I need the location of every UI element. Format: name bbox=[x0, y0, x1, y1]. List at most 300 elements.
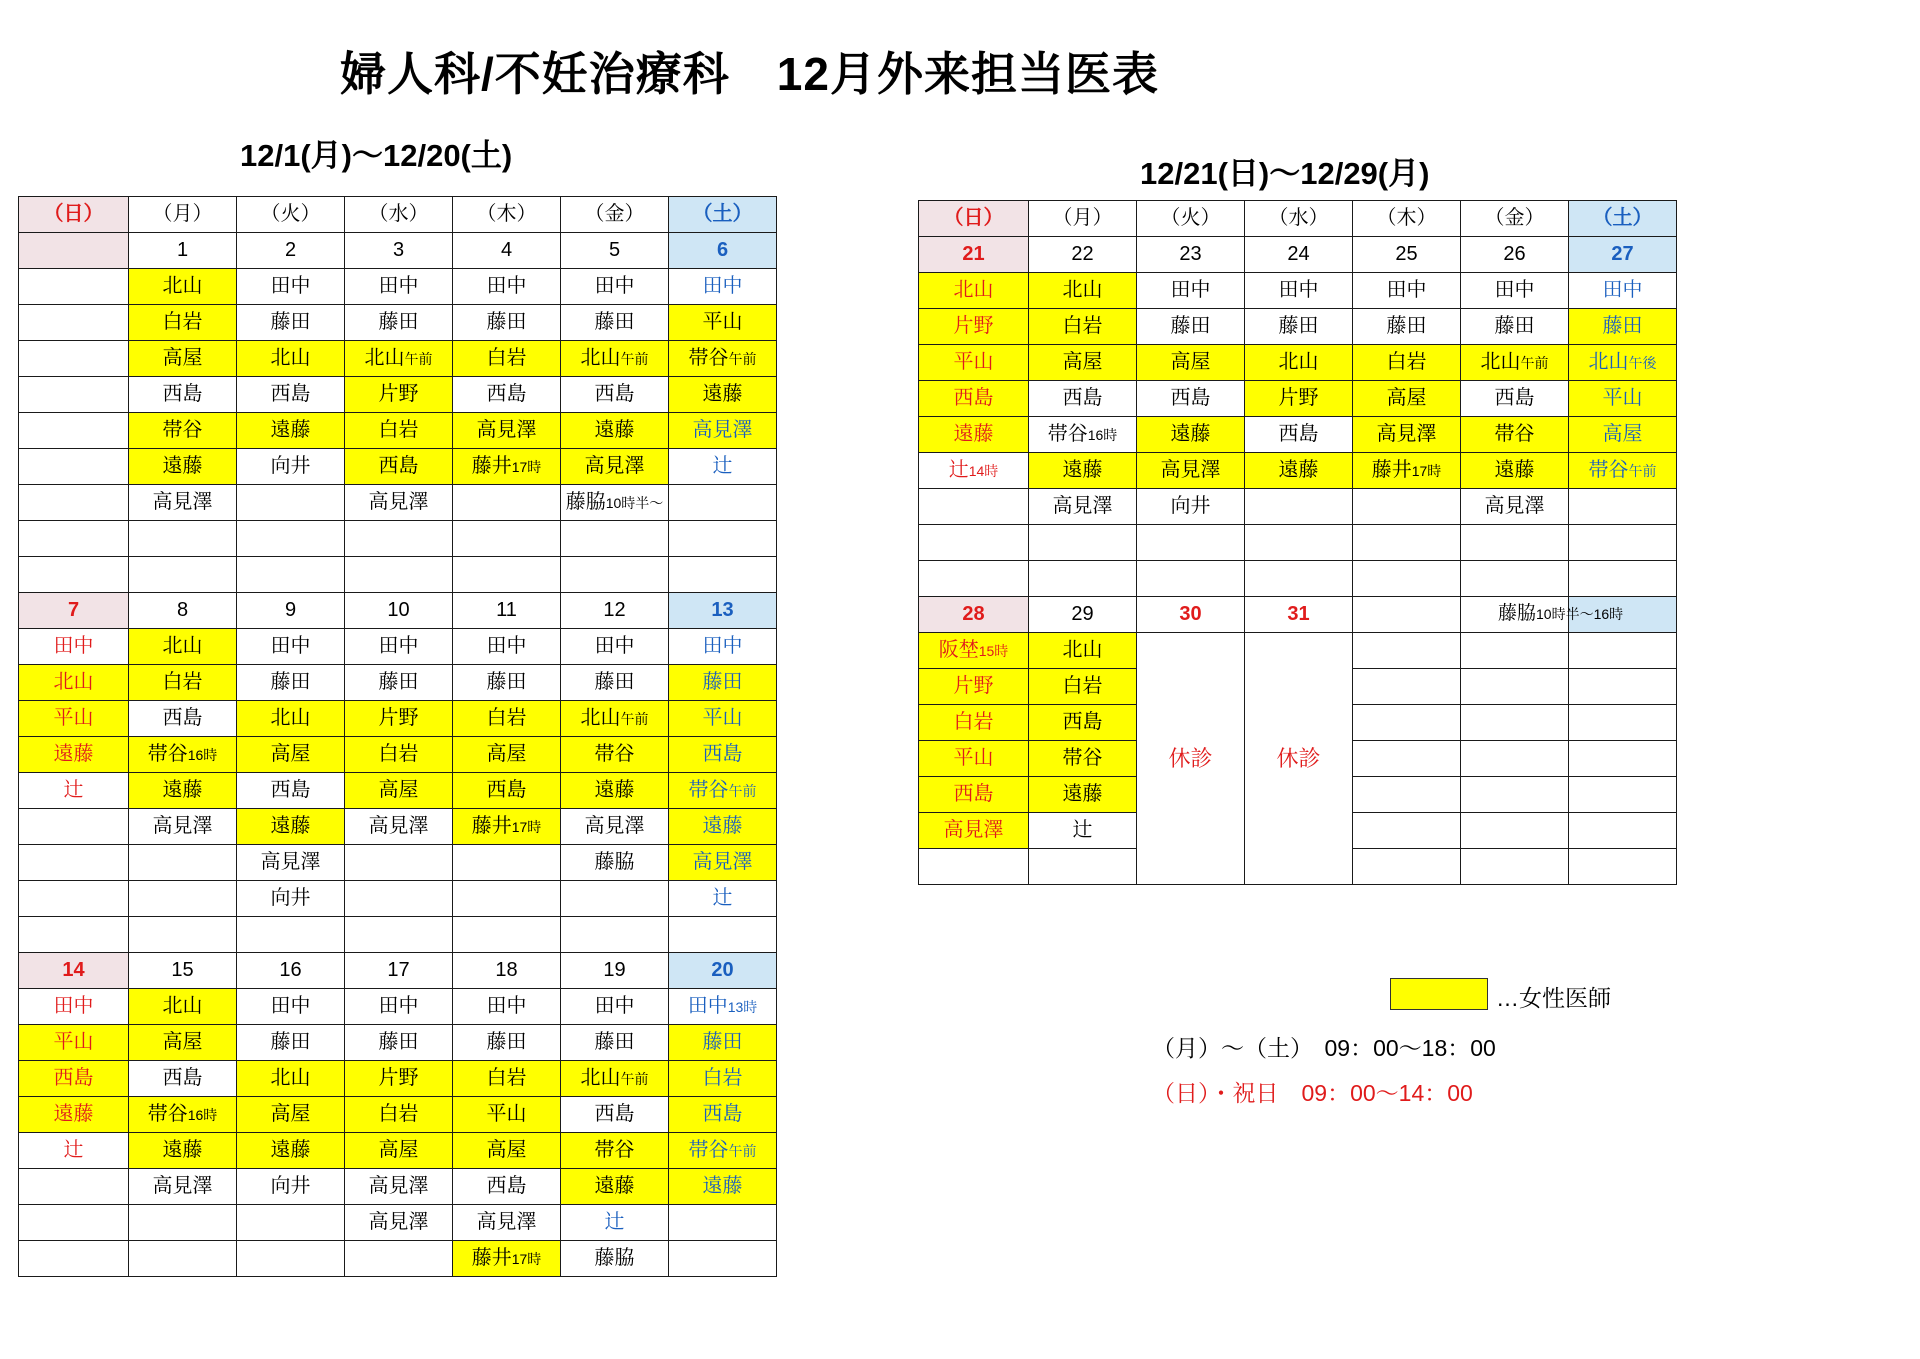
doctor-cell bbox=[1569, 777, 1677, 813]
doctor-cell: 高見澤 bbox=[919, 813, 1029, 849]
date-cell: 27 bbox=[1569, 237, 1677, 273]
doctor-cell: 西島 bbox=[19, 1061, 129, 1097]
doctor-cell: 片野 bbox=[1245, 381, 1353, 417]
doctor-cell: 藤脇 bbox=[561, 1241, 669, 1277]
doctor-cell: 白岩 bbox=[129, 305, 237, 341]
doctor-cell: 西島 bbox=[237, 377, 345, 413]
doctor-cell: 藤田 bbox=[237, 305, 345, 341]
doctor-cell bbox=[669, 521, 777, 557]
date-cell: 29 bbox=[1029, 597, 1137, 633]
doctor-cell: 高見澤 bbox=[129, 809, 237, 845]
doctor-cell: 田中 bbox=[237, 269, 345, 305]
doctor-cell bbox=[19, 485, 129, 521]
doctor-cell: 向井 bbox=[237, 449, 345, 485]
date-cell: 3 bbox=[345, 233, 453, 269]
doctor-cell bbox=[1461, 741, 1569, 777]
doctor-cell: 遠藤 bbox=[19, 1097, 129, 1133]
table-spacer bbox=[1353, 561, 1461, 597]
doctor-cell bbox=[1569, 669, 1677, 705]
date-cell: 1 bbox=[129, 233, 237, 269]
doctor-cell bbox=[1353, 633, 1461, 669]
doctor-cell: 西島 bbox=[453, 377, 561, 413]
doctor-cell: 藤田 bbox=[1353, 309, 1461, 345]
weekday-header: （水） bbox=[1245, 201, 1353, 237]
left-calendar-table bbox=[18, 196, 777, 1277]
doctor-cell: 藤井17時 bbox=[453, 449, 561, 485]
date-cell: 10 bbox=[345, 593, 453, 629]
doctor-cell bbox=[1353, 669, 1461, 705]
doctor-cell: 白岩 bbox=[1029, 309, 1137, 345]
table-spacer bbox=[1245, 561, 1353, 597]
doctor-cell: 遠藤 bbox=[1245, 453, 1353, 489]
doctor-cell: 田中 bbox=[561, 629, 669, 665]
fujiwaki-hours-note: 藤脇10時半〜16時 bbox=[1498, 603, 1624, 624]
closed-cell: 休診 bbox=[1245, 633, 1353, 885]
doctor-cell: 田中 bbox=[1137, 273, 1245, 309]
doctor-cell: 高見澤 bbox=[561, 449, 669, 485]
doctor-cell: 藤田 bbox=[1569, 309, 1677, 345]
doctor-cell bbox=[129, 1205, 237, 1241]
doctor-cell: 遠藤 bbox=[669, 1169, 777, 1205]
doctor-cell: 藤脇10時半〜 bbox=[561, 485, 669, 521]
weekday-header: （土） bbox=[1569, 201, 1677, 237]
doctor-cell bbox=[669, 1205, 777, 1241]
doctor-cell: 帯谷 bbox=[129, 413, 237, 449]
doctor-cell: 帯谷 bbox=[561, 737, 669, 773]
weekday-header: （土） bbox=[669, 197, 777, 233]
doctor-cell: 藤田 bbox=[1245, 309, 1353, 345]
table-spacer bbox=[345, 557, 453, 593]
doctor-cell: 高屋 bbox=[453, 737, 561, 773]
doctor-cell: 高見澤 bbox=[561, 809, 669, 845]
doctor-cell: 西島 bbox=[561, 1097, 669, 1133]
doctor-cell bbox=[345, 845, 453, 881]
doctor-cell: 遠藤 bbox=[919, 417, 1029, 453]
doctor-cell: 平山 bbox=[19, 1025, 129, 1061]
doctor-cell: 白岩 bbox=[129, 665, 237, 701]
doctor-cell bbox=[453, 485, 561, 521]
doctor-cell bbox=[129, 521, 237, 557]
doctor-cell bbox=[919, 849, 1029, 885]
doctor-cell: 白岩 bbox=[453, 341, 561, 377]
doctor-cell: 西島 bbox=[669, 737, 777, 773]
doctor-cell: 高屋 bbox=[129, 341, 237, 377]
table-spacer bbox=[129, 917, 237, 953]
doctor-cell: 高見澤 bbox=[345, 809, 453, 845]
doctor-cell bbox=[1569, 525, 1677, 561]
doctor-cell: 西島 bbox=[561, 377, 669, 413]
date-cell: 2 bbox=[237, 233, 345, 269]
doctor-cell: 田中 bbox=[453, 629, 561, 665]
doctor-cell: 遠藤 bbox=[129, 1133, 237, 1169]
left-date-range: 12/1(月)〜12/20(土) bbox=[240, 138, 513, 173]
doctor-cell: 高屋 bbox=[237, 737, 345, 773]
doctor-cell bbox=[129, 881, 237, 917]
doctor-cell: 遠藤 bbox=[129, 773, 237, 809]
doctor-cell bbox=[19, 1241, 129, 1277]
doctor-cell: 向井 bbox=[1137, 489, 1245, 525]
doctor-cell: 西島 bbox=[129, 701, 237, 737]
doctor-cell bbox=[19, 449, 129, 485]
doctor-cell: 遠藤 bbox=[237, 1133, 345, 1169]
date-cell bbox=[1353, 597, 1461, 633]
doctor-cell: 高見澤 bbox=[1029, 489, 1137, 525]
doctor-cell: 遠藤 bbox=[561, 1169, 669, 1205]
doctor-cell: 帯谷 bbox=[561, 1133, 669, 1169]
doctor-cell bbox=[1029, 525, 1137, 561]
doctor-cell: 白岩 bbox=[453, 1061, 561, 1097]
table-spacer bbox=[1569, 561, 1677, 597]
legend-color-swatch bbox=[1390, 978, 1488, 1010]
doctor-cell: 高屋 bbox=[129, 1025, 237, 1061]
table-spacer bbox=[19, 917, 129, 953]
page-title: 婦人科/不妊治療科 12月外来担当医表 bbox=[340, 48, 1159, 100]
doctor-cell: 辻 bbox=[669, 881, 777, 917]
doctor-cell bbox=[1353, 489, 1461, 525]
doctor-cell: 藤田 bbox=[669, 665, 777, 701]
date-cell: 14 bbox=[19, 953, 129, 989]
table-spacer bbox=[919, 561, 1029, 597]
doctor-cell: 白岩 bbox=[453, 701, 561, 737]
date-cell: 17 bbox=[345, 953, 453, 989]
doctor-cell: 北山 bbox=[237, 1061, 345, 1097]
doctor-cell bbox=[1569, 633, 1677, 669]
table-spacer bbox=[345, 917, 453, 953]
doctor-cell: 帯谷 bbox=[1461, 417, 1569, 453]
doctor-cell bbox=[237, 485, 345, 521]
weekday-header: （木） bbox=[453, 197, 561, 233]
doctor-cell: 白岩 bbox=[345, 413, 453, 449]
date-cell: 5 bbox=[561, 233, 669, 269]
doctor-cell: 遠藤 bbox=[1029, 777, 1137, 813]
doctor-cell: 田中 bbox=[1569, 273, 1677, 309]
doctor-cell bbox=[669, 485, 777, 521]
doctor-cell bbox=[1245, 489, 1353, 525]
doctor-cell bbox=[19, 305, 129, 341]
doctor-cell bbox=[1461, 813, 1569, 849]
doctor-cell bbox=[1353, 525, 1461, 561]
doctor-cell: 藤田 bbox=[237, 1025, 345, 1061]
table-spacer bbox=[561, 557, 669, 593]
date-cell: 4 bbox=[453, 233, 561, 269]
table-spacer bbox=[129, 557, 237, 593]
doctor-cell: 片野 bbox=[345, 377, 453, 413]
doctor-cell bbox=[453, 881, 561, 917]
doctor-cell: 片野 bbox=[345, 1061, 453, 1097]
doctor-cell: 高屋 bbox=[1137, 345, 1245, 381]
doctor-cell: 遠藤 bbox=[561, 413, 669, 449]
table-spacer bbox=[1461, 561, 1569, 597]
doctor-cell: 白岩 bbox=[1353, 345, 1461, 381]
doctor-cell: 北山 bbox=[129, 269, 237, 305]
doctor-cell: 遠藤 bbox=[669, 377, 777, 413]
doctor-cell bbox=[19, 809, 129, 845]
doctor-cell: 帯谷午前 bbox=[1569, 453, 1677, 489]
doctor-cell: 白岩 bbox=[669, 1061, 777, 1097]
doctor-cell: 田中 bbox=[561, 269, 669, 305]
doctor-cell: 西島 bbox=[669, 1097, 777, 1133]
table-spacer bbox=[19, 557, 129, 593]
doctor-cell: 北山 bbox=[237, 701, 345, 737]
doctor-cell: 白岩 bbox=[1029, 669, 1137, 705]
date-cell: 26 bbox=[1461, 237, 1569, 273]
table-spacer bbox=[1137, 561, 1245, 597]
date-cell: 9 bbox=[237, 593, 345, 629]
doctor-cell bbox=[919, 489, 1029, 525]
date-cell: 6 bbox=[669, 233, 777, 269]
doctor-cell: 平山 bbox=[453, 1097, 561, 1133]
date-cell: 31 bbox=[1245, 597, 1353, 633]
doctor-cell bbox=[561, 881, 669, 917]
doctor-cell: 藤田 bbox=[453, 305, 561, 341]
table-spacer bbox=[237, 917, 345, 953]
doctor-cell: 北山 bbox=[129, 629, 237, 665]
weekday-header: （月） bbox=[129, 197, 237, 233]
doctor-cell bbox=[1461, 633, 1569, 669]
doctor-cell bbox=[19, 341, 129, 377]
doctor-cell bbox=[453, 845, 561, 881]
doctor-cell bbox=[669, 1241, 777, 1277]
doctor-cell: 田中 bbox=[453, 989, 561, 1025]
doctor-cell bbox=[919, 525, 1029, 561]
doctor-cell: 高見澤 bbox=[237, 845, 345, 881]
date-cell: 15 bbox=[129, 953, 237, 989]
doctor-cell: 向井 bbox=[237, 881, 345, 917]
doctor-cell: 西島 bbox=[1029, 381, 1137, 417]
doctor-cell: 西島 bbox=[453, 773, 561, 809]
doctor-cell: 帯谷午前 bbox=[669, 341, 777, 377]
doctor-cell bbox=[1569, 705, 1677, 741]
doctor-cell: 田中 bbox=[561, 989, 669, 1025]
legend-sunday-hours: （日）・祝日 09：00〜14：00 bbox=[1152, 1080, 1473, 1106]
doctor-cell bbox=[129, 1241, 237, 1277]
doctor-cell: 遠藤 bbox=[561, 773, 669, 809]
doctor-cell: 片野 bbox=[919, 669, 1029, 705]
doctor-cell: 西島 bbox=[345, 449, 453, 485]
doctor-cell: 高屋 bbox=[345, 1133, 453, 1169]
doctor-cell: 藤田 bbox=[561, 665, 669, 701]
doctor-cell: 向井 bbox=[237, 1169, 345, 1205]
doctor-cell bbox=[1461, 525, 1569, 561]
doctor-cell: 藤脇 bbox=[561, 845, 669, 881]
doctor-cell: 田中 bbox=[1353, 273, 1461, 309]
doctor-cell: 白岩 bbox=[345, 737, 453, 773]
weekday-header: （月） bbox=[1029, 201, 1137, 237]
date-cell: 19 bbox=[561, 953, 669, 989]
doctor-cell: 北山 bbox=[1029, 273, 1137, 309]
doctor-cell bbox=[345, 521, 453, 557]
closed-cell: 休診 bbox=[1137, 633, 1245, 885]
doctor-cell: 藤田 bbox=[237, 665, 345, 701]
doctor-cell: 西島 bbox=[1461, 381, 1569, 417]
doctor-cell bbox=[345, 1241, 453, 1277]
doctor-cell: 高見澤 bbox=[669, 413, 777, 449]
doctor-cell: 西島 bbox=[1029, 705, 1137, 741]
doctor-cell: 藤田 bbox=[453, 665, 561, 701]
date-cell: 21 bbox=[919, 237, 1029, 273]
doctor-cell: 田中 bbox=[1245, 273, 1353, 309]
doctor-cell: 田中13時 bbox=[669, 989, 777, 1025]
weekday-header: （水） bbox=[345, 197, 453, 233]
doctor-cell bbox=[1461, 705, 1569, 741]
doctor-cell: 田中 bbox=[453, 269, 561, 305]
doctor-cell bbox=[237, 521, 345, 557]
date-cell bbox=[19, 233, 129, 269]
doctor-cell: 北山 bbox=[919, 273, 1029, 309]
weekday-header: （火） bbox=[1137, 201, 1245, 237]
doctor-cell: 西島 bbox=[129, 1061, 237, 1097]
date-cell: 13 bbox=[669, 593, 777, 629]
doctor-cell: 田中 bbox=[345, 989, 453, 1025]
doctor-cell: 田中 bbox=[237, 989, 345, 1025]
doctor-cell: 田中 bbox=[1461, 273, 1569, 309]
doctor-cell: 辻 bbox=[19, 773, 129, 809]
table-spacer bbox=[453, 917, 561, 953]
doctor-cell: 高見澤 bbox=[345, 485, 453, 521]
date-cell: 28 bbox=[919, 597, 1029, 633]
doctor-cell: 北山午前 bbox=[561, 701, 669, 737]
doctor-cell bbox=[129, 845, 237, 881]
weekday-header: （日） bbox=[919, 201, 1029, 237]
doctor-cell bbox=[1353, 849, 1461, 885]
weekday-header: （火） bbox=[237, 197, 345, 233]
doctor-cell: 藤田 bbox=[345, 1025, 453, 1061]
doctor-cell bbox=[237, 1241, 345, 1277]
weekday-header: （木） bbox=[1353, 201, 1461, 237]
table-spacer bbox=[453, 557, 561, 593]
date-cell: 24 bbox=[1245, 237, 1353, 273]
date-cell: 18 bbox=[453, 953, 561, 989]
doctor-cell: 平山 bbox=[669, 701, 777, 737]
table-spacer bbox=[237, 557, 345, 593]
doctor-cell: 高屋 bbox=[345, 773, 453, 809]
doctor-cell: 西島 bbox=[1137, 381, 1245, 417]
doctor-cell: 高見澤 bbox=[453, 1205, 561, 1241]
doctor-cell: 北山午前 bbox=[561, 1061, 669, 1097]
date-cell: 8 bbox=[129, 593, 237, 629]
doctor-cell: 北山 bbox=[237, 341, 345, 377]
doctor-cell bbox=[19, 1169, 129, 1205]
doctor-cell bbox=[1245, 525, 1353, 561]
doctor-cell bbox=[345, 881, 453, 917]
doctor-cell: 辻 bbox=[669, 449, 777, 485]
date-cell: 23 bbox=[1137, 237, 1245, 273]
doctor-cell: 西島 bbox=[237, 773, 345, 809]
doctor-cell: 田中 bbox=[19, 989, 129, 1025]
doctor-cell: 辻 bbox=[561, 1205, 669, 1241]
doctor-cell: 平山 bbox=[919, 741, 1029, 777]
doctor-cell bbox=[1461, 669, 1569, 705]
doctor-cell: 高屋 bbox=[453, 1133, 561, 1169]
doctor-cell bbox=[1569, 741, 1677, 777]
doctor-cell: 高屋 bbox=[1569, 417, 1677, 453]
doctor-cell: 西島 bbox=[129, 377, 237, 413]
doctor-cell: 平山 bbox=[19, 701, 129, 737]
legend-weekday-hours: （月）〜（土） 09：00〜18：00 bbox=[1152, 1035, 1496, 1061]
doctor-cell: 高屋 bbox=[1029, 345, 1137, 381]
doctor-cell: 田中 bbox=[345, 629, 453, 665]
doctor-cell: 遠藤 bbox=[237, 413, 345, 449]
doctor-cell bbox=[1029, 849, 1137, 885]
doctor-cell: 田中 bbox=[669, 629, 777, 665]
doctor-cell bbox=[1353, 813, 1461, 849]
doctor-cell: 田中 bbox=[669, 269, 777, 305]
doctor-cell: 西島 bbox=[919, 381, 1029, 417]
doctor-cell bbox=[561, 521, 669, 557]
doctor-cell bbox=[1353, 777, 1461, 813]
doctor-cell bbox=[453, 521, 561, 557]
doctor-cell bbox=[1569, 489, 1677, 525]
doctor-cell: 高見澤 bbox=[1137, 453, 1245, 489]
date-cell: 25 bbox=[1353, 237, 1461, 273]
date-cell: 30 bbox=[1137, 597, 1245, 633]
doctor-cell: 高屋 bbox=[1353, 381, 1461, 417]
doctor-cell: 藤田 bbox=[669, 1025, 777, 1061]
doctor-cell: 西島 bbox=[1245, 417, 1353, 453]
date-cell: 11 bbox=[453, 593, 561, 629]
doctor-cell: 藤田 bbox=[1137, 309, 1245, 345]
doctor-cell: 遠藤 bbox=[1137, 417, 1245, 453]
doctor-cell: 西島 bbox=[453, 1169, 561, 1205]
doctor-cell: 藤井17時 bbox=[453, 1241, 561, 1277]
doctor-cell: 帯谷午前 bbox=[669, 1133, 777, 1169]
doctor-cell: 西島 bbox=[919, 777, 1029, 813]
doctor-cell: 高見澤 bbox=[129, 485, 237, 521]
doctor-cell bbox=[1353, 705, 1461, 741]
doctor-cell: 片野 bbox=[919, 309, 1029, 345]
doctor-cell: 片野 bbox=[345, 701, 453, 737]
doctor-cell: 北山 bbox=[129, 989, 237, 1025]
doctor-cell: 藤田 bbox=[345, 305, 453, 341]
right-date-range: 12/21(日)〜12/29(月) bbox=[1140, 156, 1430, 191]
doctor-cell: 遠藤 bbox=[237, 809, 345, 845]
doctor-cell: 帯谷16時 bbox=[1029, 417, 1137, 453]
doctor-cell: 遠藤 bbox=[1029, 453, 1137, 489]
right-calendar-table bbox=[918, 200, 1677, 885]
doctor-cell: 藤田 bbox=[561, 305, 669, 341]
date-cell: 22 bbox=[1029, 237, 1137, 273]
doctor-cell: 高見澤 bbox=[345, 1169, 453, 1205]
doctor-cell: 田中 bbox=[345, 269, 453, 305]
doctor-cell bbox=[19, 413, 129, 449]
doctor-cell bbox=[237, 1205, 345, 1241]
date-cell: 7 bbox=[19, 593, 129, 629]
date-cell: 20 bbox=[669, 953, 777, 989]
doctor-cell: 平山 bbox=[919, 345, 1029, 381]
doctor-cell: 北山 bbox=[1245, 345, 1353, 381]
doctor-cell: 帯谷16時 bbox=[129, 737, 237, 773]
weekday-header: （金） bbox=[561, 197, 669, 233]
doctor-cell bbox=[1569, 813, 1677, 849]
doctor-cell bbox=[19, 845, 129, 881]
doctor-cell bbox=[19, 377, 129, 413]
doctor-cell bbox=[19, 521, 129, 557]
doctor-cell: 藤田 bbox=[453, 1025, 561, 1061]
doctor-cell: 帯谷 bbox=[1029, 741, 1137, 777]
doctor-cell: 平山 bbox=[669, 305, 777, 341]
doctor-cell: 遠藤 bbox=[669, 809, 777, 845]
doctor-cell: 藤田 bbox=[1461, 309, 1569, 345]
doctor-cell: 藤田 bbox=[561, 1025, 669, 1061]
doctor-cell: 辻 bbox=[19, 1133, 129, 1169]
date-cell: 16 bbox=[237, 953, 345, 989]
doctor-cell: 高見澤 bbox=[1461, 489, 1569, 525]
doctor-cell: 白岩 bbox=[345, 1097, 453, 1133]
doctor-cell: 北山午前 bbox=[345, 341, 453, 377]
doctor-cell: 平山 bbox=[1569, 381, 1677, 417]
doctor-cell: 北山 bbox=[19, 665, 129, 701]
weekday-header: （金） bbox=[1461, 201, 1569, 237]
